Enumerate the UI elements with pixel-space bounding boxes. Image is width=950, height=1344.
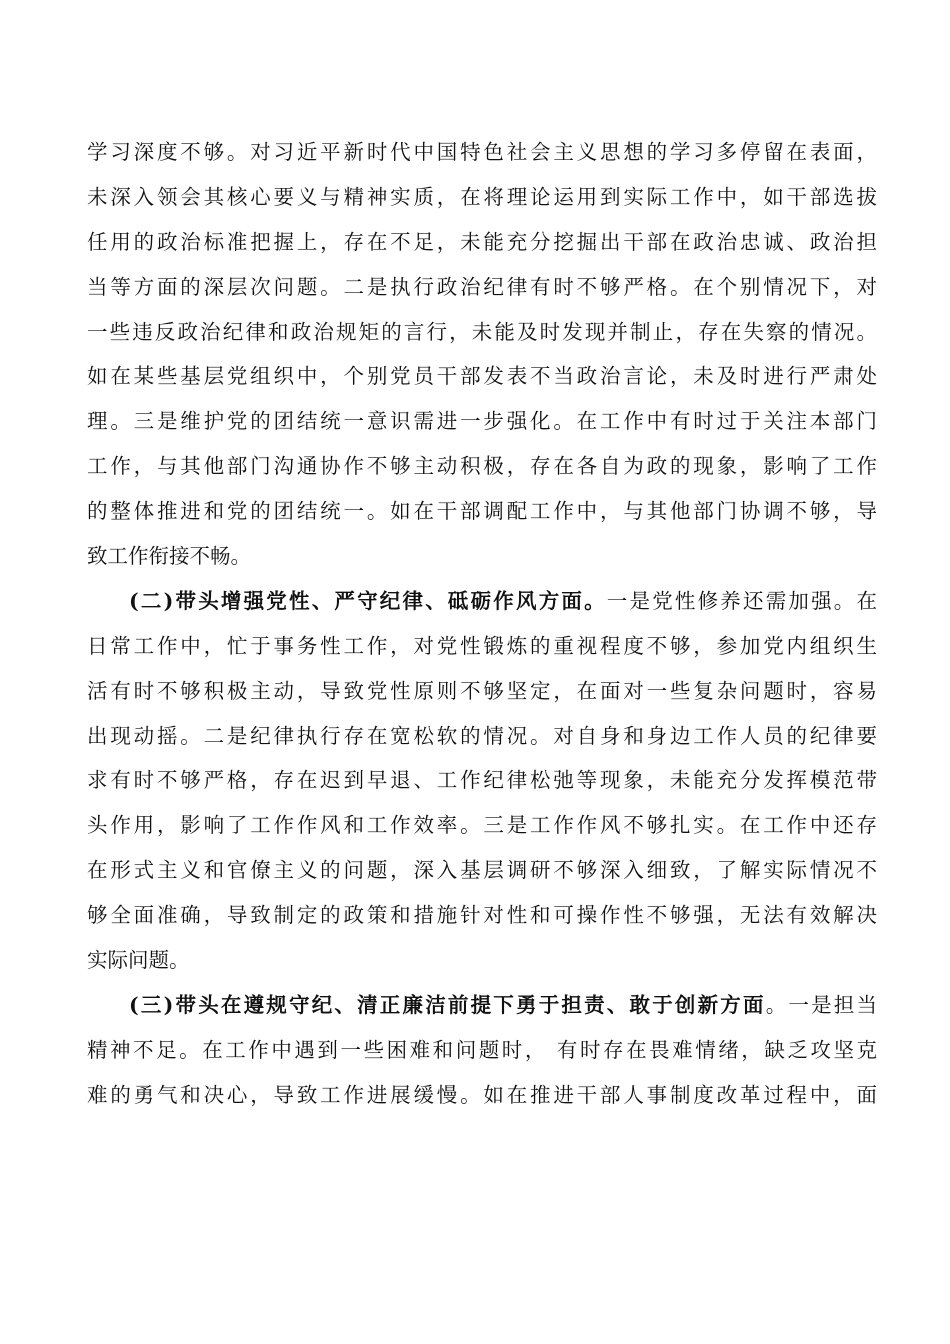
text-line: 致工作衔接不畅。: [87, 544, 251, 569]
text-line: 如在某些基层党组织中，个别党员干部发表不当政治言论，未及时进行严肃处: [87, 364, 877, 389]
section-first-line: [87, 579, 877, 624]
text-line: 实际问题。: [87, 948, 190, 973]
text-line: 头作用，影响了工作作风和工作效率。三是工作作风不够扎实。在工作中还存: [87, 813, 877, 838]
text-line: 工作，与其他部门沟通协作不够主动积极，存在各自为政的现象，影响了工作: [87, 454, 877, 479]
text-line: 求有时不够严格，存在迟到早退、工作纪律松弛等现象，未能充分发挥模范带: [87, 768, 877, 793]
section-heading-rest: 一是党性修养还需加强。在: [606, 588, 877, 613]
text-line: 够全面准确，导致制定的政策和措施针对性和可操作性不够强，无法有效解决: [87, 903, 877, 928]
text-line: 的整体推进和党的团结统一。如在干部调配工作中，与其他部门协调不够，导: [87, 499, 877, 524]
text-line: 任用的政治标准把握上，存在不足，未能充分挖掘出干部在政治忠诚、政治担: [87, 229, 877, 254]
document-body: [87, 130, 877, 1118]
text-line: 活有时不够积极主动，导致党性原则不够坚定，在面对一些复杂问题时，容易: [87, 678, 877, 703]
text-line: 出现动摇。二是纪律执行存在宽松软的情况。对自身和身边工作人员的纪律要: [87, 723, 877, 748]
section-first-line: [87, 983, 877, 1028]
section-heading: (三)带头在遵规守纪、清正廉洁前提下勇于担责、敢于创新方面: [129, 992, 766, 1017]
text-line: 难的勇气和决心，导致工作进展缓慢。如在推进干部人事制度改革过程中，面: [87, 1082, 877, 1107]
section-heading-rest: 。一是担当: [765, 992, 877, 1017]
text-line: 未深入领会其核心要义与精神实质，在将理论运用到实际工作中，如干部选拔: [87, 184, 877, 209]
text-line: 学习深度不够。对习近平新时代中国特色社会主义思想的学习多停留在表面，: [87, 140, 877, 164]
text-line: 当等方面的深层次问题。二是执行政治纪律有时不够严格。在个别情况下，对: [87, 274, 877, 299]
text-line: 精神不足。在工作中遇到一些困难和问题时， 有时存在畏难情绪，缺乏攻坚克: [87, 1037, 877, 1062]
text-line: 理。三是维护党的团结统一意识需进一步强化。在工作中有时过于关注本部门: [87, 409, 877, 434]
section-heading: (二)带头增强党性、严守纪律、砥砺作风方面。: [129, 588, 607, 613]
text-line: 一些违反政治纪律和政治规矩的言行，未能及时发现并制止，存在失察的情况。: [87, 319, 877, 344]
text-line: 日常工作中，忙于事务性工作，对党性锻炼的重视程度不够，参加党内组织生: [87, 633, 877, 658]
text-line: 在形式主义和官僚主义的问题，深入基层调研不够深入细致，了解实际情况不: [87, 858, 877, 883]
